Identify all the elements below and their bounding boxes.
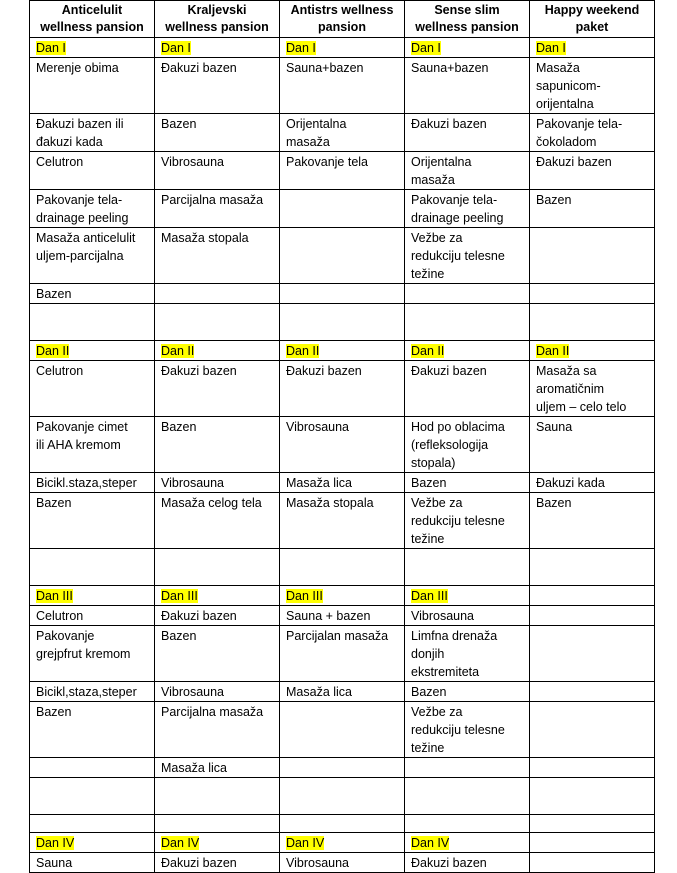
day-label: Dan I	[411, 41, 441, 55]
cell-text: Orijentalna	[286, 117, 347, 131]
table-cell	[30, 682, 155, 702]
table-cell	[530, 682, 655, 702]
cell-text: Sauna	[36, 856, 73, 870]
cell-text: Đakuzi bazen	[161, 609, 237, 623]
table-cell	[405, 228, 530, 284]
table-cell	[405, 152, 530, 190]
day-label: Dan IV	[36, 836, 75, 850]
table-cell	[155, 493, 280, 549]
table-cell	[155, 815, 280, 833]
table-cell	[405, 549, 530, 586]
table-cell	[155, 304, 280, 341]
day-label: Dan I	[286, 41, 316, 55]
table-row	[30, 549, 655, 586]
table-cell	[155, 702, 280, 758]
cell-text: Masaža lica	[161, 761, 227, 775]
cell-text: Vežbe za	[411, 231, 463, 245]
cell-text: Bazen	[36, 496, 72, 510]
table-cell	[155, 682, 280, 702]
column-header-line: pansion	[318, 20, 366, 34]
table-cell	[405, 758, 530, 778]
cell-text: đakuzi kada	[36, 135, 103, 149]
cell-text: Vibrosauna	[286, 856, 350, 870]
table-row	[30, 417, 655, 473]
table-cell	[405, 682, 530, 702]
table-cell	[280, 626, 405, 682]
day-header-row	[30, 833, 655, 853]
table-cell	[280, 190, 405, 228]
cell-text: Sauna	[536, 420, 573, 434]
table-row	[30, 473, 655, 493]
table-cell	[155, 114, 280, 152]
day-label: Dan I	[536, 41, 566, 55]
table-cell	[155, 284, 280, 304]
cell-text: masaža	[286, 135, 330, 149]
table-cell	[30, 417, 155, 473]
column-header-line: Sense slim	[434, 3, 500, 17]
day-label: Dan IV	[411, 836, 450, 850]
table-cell	[405, 58, 530, 114]
table-cell	[280, 228, 405, 284]
table-cell	[30, 114, 155, 152]
table-cell	[530, 284, 655, 304]
cell-text: Masaža celog tela	[161, 496, 262, 510]
table-cell	[155, 417, 280, 473]
cell-text: Bazen	[161, 117, 197, 131]
table-cell	[530, 361, 655, 417]
cell-text: Đakuzi bazen	[411, 364, 487, 378]
table-cell	[280, 586, 405, 606]
table-cell	[280, 606, 405, 626]
cell-text: Bazen	[536, 496, 572, 510]
column-header-line: paket	[575, 20, 609, 34]
cell-text: Vežbe za	[411, 496, 463, 510]
cell-text: čokoladom	[536, 135, 597, 149]
table-cell	[280, 152, 405, 190]
wellness-package-table	[29, 0, 655, 873]
table-cell	[530, 417, 655, 473]
cell-text: stopala)	[411, 456, 456, 470]
table-cell	[405, 304, 530, 341]
cell-text: Pakovanje	[36, 629, 95, 643]
day-label: Dan I	[36, 41, 66, 55]
table-cell	[30, 549, 155, 586]
column-header-line: wellness pansion	[40, 20, 144, 34]
cell-text: Masaža stopala	[161, 231, 249, 245]
table-row	[30, 682, 655, 702]
cell-text: težine	[411, 741, 445, 755]
table-cell	[405, 586, 530, 606]
table-cell	[530, 778, 655, 815]
cell-text: Parcijalan masaža	[286, 629, 389, 643]
table-cell	[280, 58, 405, 114]
cell-text: Vibrosauna	[161, 155, 225, 169]
table-row	[30, 493, 655, 549]
day-label: Dan II	[161, 344, 195, 358]
table-row	[30, 114, 655, 152]
cell-text: Đakuzi bazen	[161, 61, 237, 75]
column-header-line: Anticelulit	[61, 3, 123, 17]
day-header-row	[30, 38, 655, 58]
cell-text: Hod po oblacima	[411, 420, 505, 434]
table-cell	[30, 702, 155, 758]
table-cell	[530, 702, 655, 758]
table-cell	[405, 417, 530, 473]
table-cell	[155, 152, 280, 190]
cell-text: Bazen	[36, 705, 72, 719]
table-row	[30, 361, 655, 417]
cell-text: Pakovanje tela-	[411, 193, 498, 207]
table-cell	[405, 626, 530, 682]
table-cell	[405, 853, 530, 873]
cell-text: Pakovanje tela	[286, 155, 369, 169]
cell-text: masaža	[411, 173, 455, 187]
cell-text: aromatičnim	[536, 382, 605, 396]
table-cell	[280, 417, 405, 473]
table-cell	[30, 58, 155, 114]
table-cell	[30, 228, 155, 284]
table-row	[30, 304, 655, 341]
cell-text: Vibrosauna	[161, 476, 225, 490]
table-cell	[530, 114, 655, 152]
table-cell	[155, 778, 280, 815]
table-row	[30, 778, 655, 815]
column-header	[405, 1, 530, 38]
cell-text: redukciju telesne	[411, 249, 505, 263]
cell-text: Parcijalna masaža	[161, 705, 264, 719]
day-label: Dan III	[161, 589, 198, 603]
table-cell	[30, 833, 155, 853]
table-cell	[405, 493, 530, 549]
cell-text: Bicikl.staza,steper	[36, 476, 137, 490]
table-row	[30, 284, 655, 304]
cell-text: Bazen	[411, 685, 447, 699]
table-cell	[155, 549, 280, 586]
cell-text: Pakovanje tela-	[536, 117, 623, 131]
cell-text: Masaža stopala	[286, 496, 374, 510]
table-cell	[530, 341, 655, 361]
table-cell	[30, 586, 155, 606]
table-cell	[405, 190, 530, 228]
cell-text: Limfna drenaža	[411, 629, 498, 643]
cell-text: težine	[411, 532, 445, 546]
table-cell	[280, 702, 405, 758]
table-cell	[280, 758, 405, 778]
cell-text: Pakovanje cimet	[36, 420, 128, 434]
table-cell	[155, 38, 280, 58]
table-cell	[30, 38, 155, 58]
day-label: Dan IV	[161, 836, 200, 850]
table-cell	[30, 778, 155, 815]
cell-text: uljem-parcijalna	[36, 249, 124, 263]
table-cell	[155, 626, 280, 682]
table-cell	[280, 361, 405, 417]
table-cell	[530, 304, 655, 341]
day-label: Dan II	[36, 344, 70, 358]
table-cell	[405, 702, 530, 758]
table-row	[30, 815, 655, 833]
cell-text: Masaža lica	[286, 476, 352, 490]
table-row	[30, 853, 655, 873]
cell-text: Sauna+bazen	[411, 61, 489, 75]
cell-text: Đakuzi bazen	[286, 364, 362, 378]
table-row	[30, 190, 655, 228]
table-cell	[280, 853, 405, 873]
table-cell	[405, 473, 530, 493]
cell-text: Đakuzi bazen ili	[36, 117, 124, 131]
table-cell	[155, 341, 280, 361]
table-body	[30, 38, 655, 873]
cell-text: Đakuzi bazen	[411, 117, 487, 131]
cell-text: Đakuzi bazen	[161, 364, 237, 378]
table-cell	[530, 473, 655, 493]
column-header-line: Antistrs wellness	[290, 3, 394, 17]
table-row	[30, 58, 655, 114]
table-cell	[155, 190, 280, 228]
table-cell	[280, 682, 405, 702]
table-cell	[30, 190, 155, 228]
cell-text: Vibrosauna	[411, 609, 475, 623]
cell-text: Pakovanje tela-	[36, 193, 123, 207]
table-cell	[30, 152, 155, 190]
day-header-row	[30, 586, 655, 606]
cell-text: Celutron	[36, 155, 84, 169]
cell-text: Masaža anticelulit	[36, 231, 136, 245]
table-row	[30, 228, 655, 284]
table-cell	[530, 815, 655, 833]
table-cell	[405, 778, 530, 815]
cell-text: redukciju telesne	[411, 514, 505, 528]
cell-text: drainage peeling	[411, 211, 504, 225]
table-cell	[30, 493, 155, 549]
column-header	[530, 1, 655, 38]
cell-text: Bazen	[161, 420, 197, 434]
table-cell	[30, 361, 155, 417]
table-cell	[530, 190, 655, 228]
cell-text: Merenje obima	[36, 61, 119, 75]
table-cell	[155, 228, 280, 284]
cell-text: Vibrosauna	[161, 685, 225, 699]
table-cell	[155, 853, 280, 873]
table-cell	[30, 758, 155, 778]
cell-text: Orijentalna	[411, 155, 472, 169]
day-label: Dan II	[411, 344, 445, 358]
table-cell	[530, 626, 655, 682]
table-cell	[405, 284, 530, 304]
table-cell	[405, 833, 530, 853]
table-cell	[405, 114, 530, 152]
cell-text: Đakuzi bazen	[411, 856, 487, 870]
day-header-row	[30, 341, 655, 361]
table-cell	[530, 228, 655, 284]
table-cell	[280, 778, 405, 815]
table-cell	[530, 38, 655, 58]
table-cell	[530, 152, 655, 190]
table-cell	[530, 493, 655, 549]
table-cell	[530, 853, 655, 873]
cell-text: Masaža	[536, 61, 580, 75]
cell-text: težine	[411, 267, 445, 281]
day-label: Dan II	[286, 344, 320, 358]
table-row	[30, 606, 655, 626]
cell-text: Đakuzi bazen	[161, 856, 237, 870]
table-cell	[280, 38, 405, 58]
cell-text: Celutron	[36, 364, 84, 378]
table-cell	[30, 606, 155, 626]
table-row	[30, 702, 655, 758]
cell-text: Masaža sa	[536, 364, 597, 378]
cell-text: Vibrosauna	[286, 420, 350, 434]
day-label: Dan III	[36, 589, 73, 603]
table-cell	[280, 114, 405, 152]
table-cell	[30, 815, 155, 833]
table-cell	[280, 815, 405, 833]
table-cell	[280, 473, 405, 493]
day-label: Dan IV	[286, 836, 325, 850]
cell-text: Vežbe za	[411, 705, 463, 719]
cell-text: Sauna+bazen	[286, 61, 364, 75]
table-cell	[30, 473, 155, 493]
table-row	[30, 152, 655, 190]
column-header	[155, 1, 280, 38]
column-header	[280, 1, 405, 38]
table-cell	[155, 58, 280, 114]
table-cell	[30, 626, 155, 682]
table-cell	[280, 284, 405, 304]
column-header-line: Happy weekend	[544, 3, 640, 17]
cell-text: uljem – celo telo	[536, 400, 627, 414]
table-cell	[155, 361, 280, 417]
table-cell	[155, 473, 280, 493]
cell-text: Bazen	[161, 629, 197, 643]
table-cell	[405, 361, 530, 417]
cell-text: ili AHA kremom	[36, 438, 121, 452]
table-cell	[155, 758, 280, 778]
column-header-line: wellness pansion	[415, 20, 519, 34]
cell-text: ekstremiteta	[411, 665, 480, 679]
column-header-line: wellness pansion	[165, 20, 269, 34]
table-cell	[280, 341, 405, 361]
table-row	[30, 758, 655, 778]
cell-text: donjih	[411, 647, 445, 661]
header-row	[30, 1, 655, 38]
cell-text: Sauna + bazen	[286, 609, 371, 623]
table-cell	[405, 341, 530, 361]
cell-text: drainage peeling	[36, 211, 129, 225]
table-cell	[280, 493, 405, 549]
table-cell	[405, 815, 530, 833]
column-header-line: Kraljevski	[187, 3, 247, 17]
table-cell	[530, 549, 655, 586]
table-cell	[155, 586, 280, 606]
table-cell	[30, 284, 155, 304]
cell-text: grejpfrut kremom	[36, 647, 131, 661]
cell-text: orijentalna	[536, 97, 594, 111]
cell-text: (refleksologija	[411, 438, 489, 452]
table-cell	[30, 853, 155, 873]
cell-text: Đakuzi bazen	[536, 155, 612, 169]
day-label: Dan I	[161, 41, 191, 55]
table-cell	[280, 833, 405, 853]
cell-text: Celutron	[36, 609, 84, 623]
table-cell	[155, 833, 280, 853]
cell-text: Parcijalna masaža	[161, 193, 264, 207]
table-cell	[280, 304, 405, 341]
cell-text: Bazen	[411, 476, 447, 490]
cell-text: Bazen	[536, 193, 572, 207]
cell-text: Masaža lica	[286, 685, 352, 699]
column-header	[30, 1, 155, 38]
table-cell	[405, 606, 530, 626]
table-cell	[530, 606, 655, 626]
cell-text: redukciju telesne	[411, 723, 505, 737]
day-label: Dan III	[411, 589, 448, 603]
table-cell	[530, 58, 655, 114]
cell-text: Đakuzi kada	[536, 476, 605, 490]
table-cell	[30, 341, 155, 361]
cell-text: Bicikl,staza,steper	[36, 685, 137, 699]
table-cell	[280, 549, 405, 586]
cell-text: Bazen	[36, 287, 72, 301]
table-row	[30, 626, 655, 682]
table-cell	[155, 606, 280, 626]
table-cell	[530, 758, 655, 778]
cell-text: sapunicom-	[536, 79, 601, 93]
table-cell	[405, 38, 530, 58]
day-label: Dan III	[286, 589, 323, 603]
day-label: Dan II	[536, 344, 570, 358]
table-cell	[30, 304, 155, 341]
table-cell	[530, 833, 655, 853]
table-cell	[530, 586, 655, 606]
